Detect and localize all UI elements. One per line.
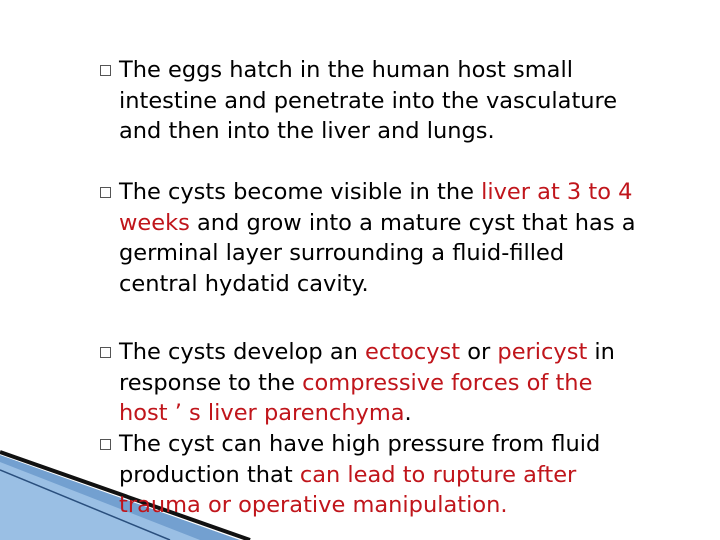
- square-bullet-icon: [100, 65, 111, 76]
- text-segment: in response to the: [119, 339, 615, 396]
- text-segment: The cysts develop an: [119, 339, 366, 365]
- bullet-item-2: [100, 177, 640, 299]
- bullet-item-1: [100, 55, 640, 147]
- bullet-text: [119, 337, 640, 429]
- text-segment: .: [404, 400, 412, 426]
- bullet-text: [119, 55, 640, 147]
- text-segment: and grow into a mature cyst that has a germinal layer surrounding a fluid-filled central hydatid cavity.: [119, 209, 636, 297]
- bullet-text: [119, 429, 640, 521]
- text-segment: The eggs hatch in the human host small intestine and penetrate into the vasculature and then into the liver and lungs.: [119, 57, 618, 144]
- highlighted-text: can lead to rupture after trauma or operative manipulation.: [119, 461, 577, 518]
- text-segment: or: [460, 339, 498, 365]
- highlighted-text: compressive forces of the host ’ s liver parenchyma: [119, 369, 593, 426]
- bullet-item-3: [100, 337, 640, 429]
- highlighted-text: liver at 3 to 4 weeks: [119, 179, 633, 236]
- highlighted-text: ectocyst: [365, 339, 461, 365]
- text-segment: The cysts become visible in the: [119, 179, 482, 205]
- square-bullet-icon: [100, 439, 111, 450]
- square-bullet-icon: [100, 187, 111, 198]
- bullet-item-4: [100, 429, 640, 521]
- highlighted-text: pericyst: [497, 339, 588, 365]
- text-segment: The cyst can have high pressure from fluid production that: [119, 431, 601, 488]
- bullet-text: [119, 177, 640, 299]
- square-bullet-icon: [100, 347, 111, 358]
